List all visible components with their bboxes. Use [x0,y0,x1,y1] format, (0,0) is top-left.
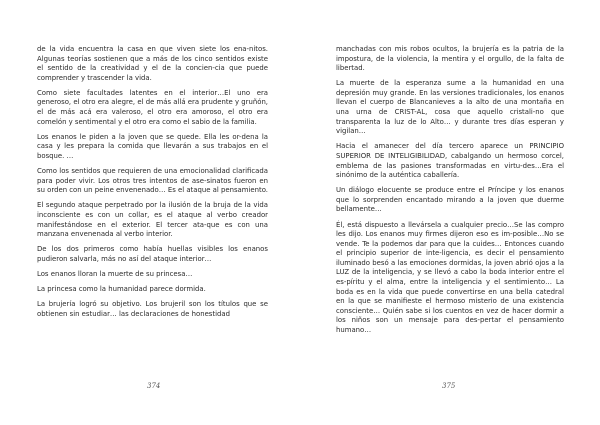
paragraph: Hacia el amanecer del día tercero aparece un PRINCIPIO SUPERIOR DE INTELIGIBILIDAD, cabalgando un hermoso corcel, emblema de las pasiones transformadas en virtu-des…Era el sinónimo de la auténtica caballería. [336,142,564,180]
left-page-text [37,45,268,325]
paragraph: manchadas con mis robos ocultos, la brujería es la patria de la impostura, de la violencia, la mentira y el orgullo, de la falta de libertad. [336,45,564,73]
right-page [300,0,600,425]
paragraph: Como siete facultades latentes en el interior…El uno era generoso, el otro era alegre, el de más allá era prudente y gruñón, el de más acá era valeroso, el otro era amoroso, el otro era comelón y sentimental y el otro era como el sabio de la familia. [37,88,268,126]
paragraph: La princesa como la humanidad parece dormida. [37,284,206,293]
paragraph: De los dos primeros como había huellas visibles los enanos pudieron salvarla, más no así del ataque interior… [37,245,268,263]
paragraph: El segundo ataque perpetrado por la ilusión de la bruja de la vida inconsciente es con un collar, es el ataque al verbo creador manifestándose en el exterior. El tercer ata-que es con una manzana envenenada al verbo interior. [37,201,268,239]
paragraph: La brujería logró su objetivo. Los brujeril son los títulos que se obtienen sin estudiar… las declaraciones de honestidad [37,300,268,318]
paragraph: Los enanos le piden a la joven que se quede. Ella les or-dena la casa y les prepara la comida que llevarán a sus trabajos en el bosque. … [37,132,268,160]
paragraph: de la vida encuentra la casa en que viven siete los ena-nitos. Algunas teorías sostienen que a más de los cinco sentidos existe el sentido de la creatividad y el de la concien-cia que puede comprender y trascender la vida. [37,45,268,82]
page-number: 374 [147,382,161,390]
right-page-text [336,45,564,341]
paragraph: Un diálogo elocuente se produce entre el Príncipe y los enanos que lo sorprenden encantado mirando a la joven que duerme bellamente… [336,186,564,214]
page-number: 375 [442,382,456,390]
paragraph: Como los sentidos que requieren de una emocionalidad clarificada para poder vivir. Los otros tres intentos de ase-sinatos fueron en su orden con un peine envenenado… Es el ataque al pensamiento. [37,167,268,195]
paragraph: Los enanos lloran la muerte de su princesa… [37,269,193,278]
paragraph: La muerte de la esperanza sume a la humanidad en una depresión muy grande. En las versiones tradicionales, los enanos llevan el cuerpo de Blancanieves a la alto de una montaña en una urna de CRIST-AL, cosa que aquello cristali-no que transparenta la luz de lo Alto… y durante tres días esperan y vigilan… [336,79,564,136]
paragraph: Él, está dispuesto a llevársela a cualquier precio…Se las compro les dijo. Los enanos muy firmes dijeron eso es im-posible…No se vende. Te la podemos dar para que la cuides… Entonces cuando el principio superior de inte-ligencia, es decir el pensamiento iluminado besó a las emociones dormidas, la joven abrió ojos a la LUZ de la inteligencia, y se llevó a cabo la boda interior entre el es-píritu y el alma, entre la inteligencia y el sentimiento… La boda es en la vida que puede convertirse en una bella catedral en la que se manifieste el hermoso misterio de una existencia consciente… Quién sabe si los cuentos en vez de hacer dormir a los niños son un mensaje para des-pertar el pensamiento humano… [336,220,564,335]
